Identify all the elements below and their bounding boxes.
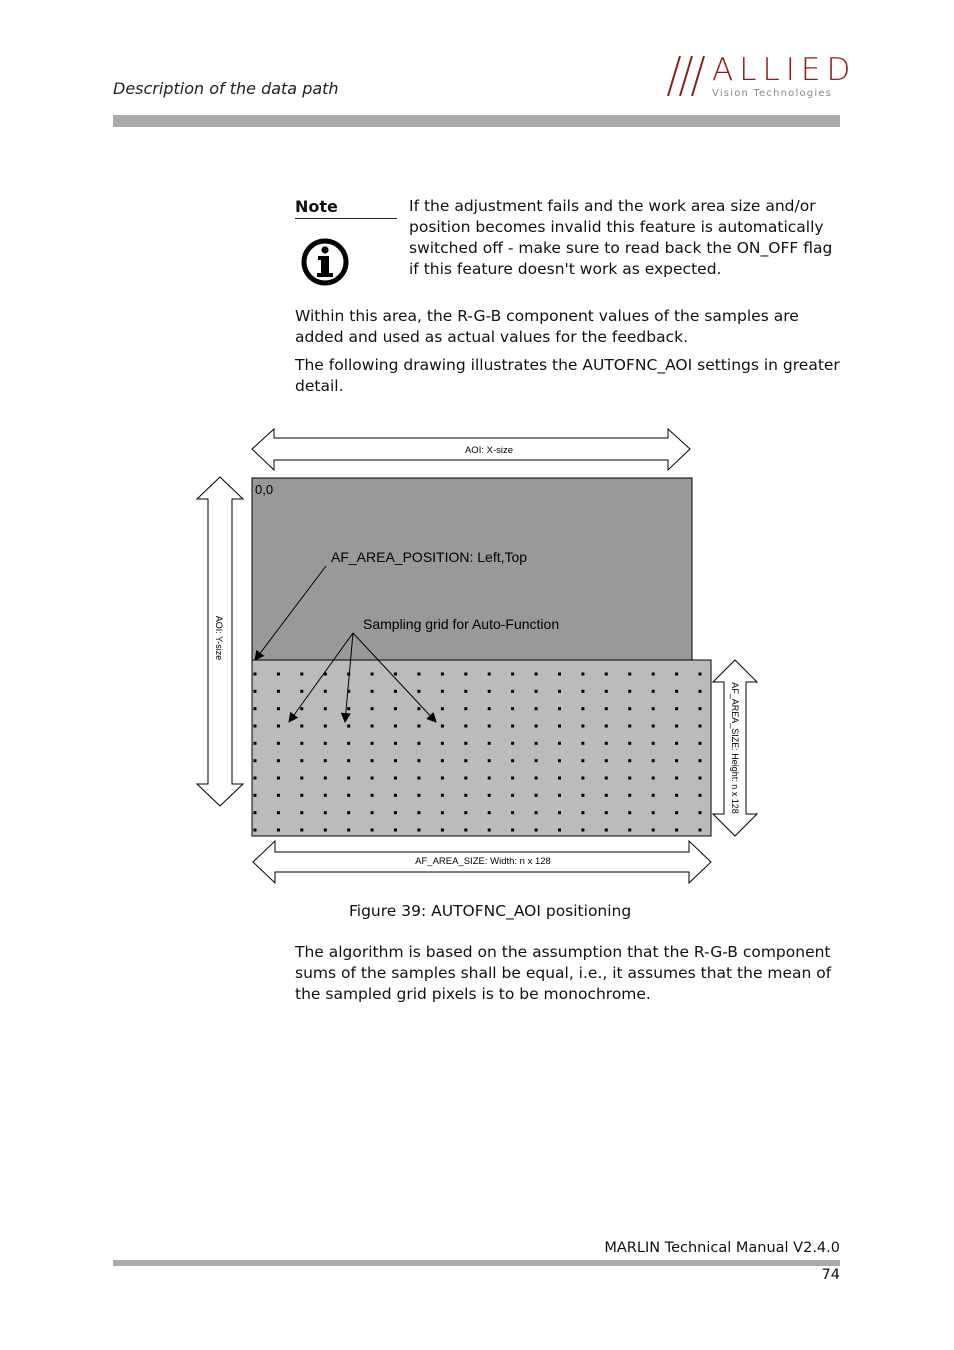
grid-dot bbox=[511, 673, 514, 676]
grid-dot bbox=[441, 829, 444, 832]
grid-dot bbox=[605, 690, 608, 693]
height-label: AF_AREA_SIZE: Height: n x 128 bbox=[730, 682, 740, 814]
grid-dot bbox=[324, 794, 327, 797]
grid-dot bbox=[605, 759, 608, 762]
grid-dot bbox=[558, 707, 561, 710]
grid-dot bbox=[347, 811, 350, 814]
header-divider bbox=[113, 115, 840, 127]
grid-dot bbox=[581, 690, 584, 693]
grid-dot bbox=[488, 794, 491, 797]
grid-dot bbox=[277, 811, 280, 814]
grid-dot bbox=[628, 829, 631, 832]
grid-dot bbox=[652, 777, 655, 780]
grid-dot bbox=[675, 673, 678, 676]
grid-dot bbox=[277, 777, 280, 780]
grid-dot bbox=[535, 794, 538, 797]
grid-dot bbox=[628, 690, 631, 693]
grid-dot bbox=[417, 725, 420, 728]
grid-dot bbox=[535, 690, 538, 693]
grid-dot bbox=[394, 794, 397, 797]
footer-divider bbox=[113, 1260, 840, 1266]
grid-dot bbox=[417, 794, 420, 797]
grid-dot bbox=[277, 742, 280, 745]
grid-dot bbox=[347, 794, 350, 797]
grid-dot bbox=[464, 829, 467, 832]
grid-dot bbox=[394, 707, 397, 710]
grid-dot bbox=[441, 777, 444, 780]
grid-dot bbox=[628, 759, 631, 762]
grid-dot bbox=[371, 777, 374, 780]
grid-dot bbox=[324, 725, 327, 728]
figure-caption: Figure 39: AUTOFNC_AOI positioning bbox=[349, 902, 632, 920]
logo-subtitle: Vision Technologies bbox=[712, 88, 833, 99]
grid-dot bbox=[441, 759, 444, 762]
grid-dot bbox=[605, 829, 608, 832]
grid-dot bbox=[417, 811, 420, 814]
grid-dot bbox=[324, 777, 327, 780]
grid-dot bbox=[511, 742, 514, 745]
grid-dot bbox=[441, 690, 444, 693]
grid-dot bbox=[675, 829, 678, 832]
grid-dot bbox=[371, 725, 374, 728]
grid-dot bbox=[605, 811, 608, 814]
grid-dot bbox=[417, 690, 420, 693]
grid-dot bbox=[347, 829, 350, 832]
grid-dot bbox=[488, 742, 491, 745]
grid-dot bbox=[675, 759, 678, 762]
grid-dot bbox=[535, 673, 538, 676]
grid-dot bbox=[371, 759, 374, 762]
grid-dot bbox=[394, 811, 397, 814]
grid-dot bbox=[347, 742, 350, 745]
grid-dot bbox=[254, 794, 257, 797]
grid-dot bbox=[394, 777, 397, 780]
grid-dot bbox=[628, 794, 631, 797]
footer-manual-title: MARLIN Technical Manual V2.4.0 bbox=[604, 1240, 840, 1256]
grid-dot bbox=[254, 777, 257, 780]
grid-dot bbox=[417, 673, 420, 676]
logo: ALLIED bbox=[712, 52, 857, 88]
paragraph-drawing-intro: The following drawing illustrates the AUTOFNC_AOI settings in greater detail. bbox=[295, 356, 840, 395]
grid-dot bbox=[464, 794, 467, 797]
grid-dot bbox=[254, 742, 257, 745]
grid-dot bbox=[254, 673, 257, 676]
grid-dot bbox=[675, 725, 678, 728]
grid-dot bbox=[558, 777, 561, 780]
grid-dot bbox=[675, 794, 678, 797]
width-label: AF_AREA_SIZE: Width: n x 128 bbox=[415, 856, 551, 867]
grid-dot bbox=[675, 690, 678, 693]
grid-dot bbox=[652, 742, 655, 745]
grid-dot bbox=[558, 829, 561, 832]
grid-dot bbox=[699, 742, 702, 745]
grid-dot bbox=[511, 690, 514, 693]
grid-dot bbox=[535, 777, 538, 780]
grid-dot bbox=[300, 759, 303, 762]
grid-dot bbox=[628, 811, 631, 814]
grid-dot bbox=[300, 673, 303, 676]
grid-dot bbox=[254, 690, 257, 693]
grid-dot bbox=[511, 811, 514, 814]
grid-dot bbox=[464, 742, 467, 745]
grid-dot bbox=[371, 690, 374, 693]
grid-dot bbox=[464, 811, 467, 814]
grid-label: Sampling grid for Auto-Function bbox=[363, 616, 560, 632]
grid-dot bbox=[652, 673, 655, 676]
grid-dot bbox=[394, 725, 397, 728]
grid-dot bbox=[324, 829, 327, 832]
grid-dot bbox=[699, 794, 702, 797]
grid-dot bbox=[581, 707, 584, 710]
grid-dot bbox=[300, 829, 303, 832]
grid-dot bbox=[488, 725, 491, 728]
grid-dot bbox=[652, 707, 655, 710]
grid-dot bbox=[441, 811, 444, 814]
grid-dot bbox=[464, 725, 467, 728]
grid-dot bbox=[277, 829, 280, 832]
grid-dot bbox=[581, 742, 584, 745]
sampling-grid-area bbox=[252, 660, 711, 836]
grid-dot bbox=[488, 829, 491, 832]
grid-dot bbox=[605, 777, 608, 780]
grid-dot bbox=[441, 725, 444, 728]
y-size-label: AOI: Y-size bbox=[214, 615, 224, 661]
grid-dot bbox=[535, 829, 538, 832]
grid-dot bbox=[605, 707, 608, 710]
grid-dot bbox=[300, 725, 303, 728]
grid-dot bbox=[605, 725, 608, 728]
grid-dot bbox=[652, 690, 655, 693]
grid-dot bbox=[324, 690, 327, 693]
section-title: Description of the data path bbox=[113, 79, 339, 98]
grid-dot bbox=[441, 742, 444, 745]
grid-dot bbox=[300, 707, 303, 710]
grid-dot bbox=[417, 777, 420, 780]
grid-dot bbox=[417, 759, 420, 762]
grid-dot bbox=[535, 725, 538, 728]
grid-dot bbox=[347, 777, 350, 780]
grid-dot bbox=[511, 829, 514, 832]
grid-dot bbox=[324, 742, 327, 745]
grid-dot bbox=[324, 811, 327, 814]
grid-dot bbox=[277, 707, 280, 710]
grid-dot bbox=[464, 690, 467, 693]
grid-dot bbox=[488, 707, 491, 710]
grid-dot bbox=[605, 794, 608, 797]
grid-dot bbox=[511, 777, 514, 780]
grid-dot bbox=[347, 707, 350, 710]
grid-dot bbox=[441, 707, 444, 710]
grid-dot bbox=[511, 707, 514, 710]
grid-dot bbox=[558, 725, 561, 728]
grid-dot bbox=[511, 794, 514, 797]
grid-dot bbox=[699, 673, 702, 676]
grid-dot bbox=[277, 673, 280, 676]
logo-slashes-icon bbox=[666, 54, 712, 98]
position-label: AF_AREA_POSITION: Left,Top bbox=[331, 549, 528, 565]
grid-dot bbox=[699, 777, 702, 780]
grid-dot bbox=[652, 811, 655, 814]
grid-dot bbox=[347, 725, 350, 728]
origin-label: 0,0 bbox=[255, 482, 274, 497]
grid-dot bbox=[652, 725, 655, 728]
grid-dot bbox=[464, 759, 467, 762]
grid-dot bbox=[441, 673, 444, 676]
grid-dot bbox=[371, 829, 374, 832]
grid-dot bbox=[371, 742, 374, 745]
grid-dot bbox=[581, 811, 584, 814]
grid-dot bbox=[558, 742, 561, 745]
grid-dot bbox=[628, 707, 631, 710]
page-number: 74 bbox=[821, 1267, 840, 1283]
grid-dot bbox=[699, 829, 702, 832]
grid-dot bbox=[535, 742, 538, 745]
grid-dot bbox=[394, 829, 397, 832]
grid-dot bbox=[535, 811, 538, 814]
grid-dot bbox=[300, 742, 303, 745]
note-text: If the adjustment fails and the work area size and/or position becomes invalid this feature is automatically switched off - make sure to read back the ON_OFF flag if this feature doesn't work as expected. bbox=[409, 197, 833, 278]
grid-dot bbox=[277, 759, 280, 762]
grid-dot bbox=[535, 759, 538, 762]
grid-dot bbox=[652, 759, 655, 762]
grid-dot bbox=[324, 707, 327, 710]
grid-dot bbox=[300, 794, 303, 797]
grid-dot bbox=[488, 759, 491, 762]
info-icon bbox=[299, 236, 351, 288]
grid-dot bbox=[394, 673, 397, 676]
grid-dot bbox=[581, 725, 584, 728]
grid-dot bbox=[535, 707, 538, 710]
grid-dot bbox=[605, 742, 608, 745]
grid-dot bbox=[652, 829, 655, 832]
grid-dot bbox=[558, 673, 561, 676]
grid-dot bbox=[417, 707, 420, 710]
grid-dot bbox=[371, 794, 374, 797]
grid-dot bbox=[300, 690, 303, 693]
grid-dot bbox=[394, 690, 397, 693]
paragraph-feedback: Within this area, the R-G-B component values of the samples are added and used as actual values for the feedback. bbox=[295, 307, 799, 346]
grid-dot bbox=[699, 759, 702, 762]
grid-dot bbox=[254, 811, 257, 814]
grid-dot bbox=[488, 673, 491, 676]
grid-dot bbox=[558, 811, 561, 814]
grid-dot bbox=[581, 777, 584, 780]
grid-dot bbox=[324, 759, 327, 762]
grid-dot bbox=[675, 811, 678, 814]
grid-dot bbox=[699, 690, 702, 693]
grid-dot bbox=[488, 811, 491, 814]
grid-dot bbox=[417, 829, 420, 832]
grid-dot bbox=[628, 673, 631, 676]
grid-dot bbox=[464, 777, 467, 780]
grid-dot bbox=[511, 759, 514, 762]
grid-dot bbox=[675, 742, 678, 745]
grid-dot bbox=[558, 759, 561, 762]
grid-dot bbox=[488, 690, 491, 693]
grid-dot bbox=[371, 707, 374, 710]
grid-dot bbox=[254, 707, 257, 710]
grid-dot bbox=[628, 777, 631, 780]
grid-dot bbox=[558, 794, 561, 797]
grid-dot bbox=[254, 725, 257, 728]
autofnc-aoi-figure bbox=[190, 420, 770, 890]
grid-dot bbox=[675, 777, 678, 780]
grid-dot bbox=[277, 725, 280, 728]
grid-dot bbox=[581, 759, 584, 762]
grid-dot bbox=[699, 725, 702, 728]
grid-dot bbox=[581, 794, 584, 797]
grid-dot bbox=[300, 777, 303, 780]
grid-dot bbox=[511, 725, 514, 728]
grid-dot bbox=[628, 742, 631, 745]
grid-dot bbox=[605, 673, 608, 676]
grid-dot bbox=[464, 673, 467, 676]
grid-dot bbox=[394, 742, 397, 745]
x-size-label: AOI: X-size bbox=[464, 445, 514, 456]
grid-dot bbox=[581, 829, 584, 832]
grid-dot bbox=[628, 725, 631, 728]
grid-dot bbox=[394, 759, 397, 762]
grid-dot bbox=[441, 794, 444, 797]
grid-dot bbox=[558, 690, 561, 693]
paragraph-algorithm: The algorithm is based on the assumption that the R-G-B component sums of the samples shall be equal, i.e., it assumes that the mean of the sampled grid pixels is to be monochrome. bbox=[295, 943, 832, 1003]
grid-dot bbox=[652, 794, 655, 797]
grid-dot bbox=[581, 673, 584, 676]
grid-dot bbox=[488, 777, 491, 780]
grid-dot bbox=[300, 811, 303, 814]
grid-dot bbox=[277, 690, 280, 693]
grid-dot bbox=[417, 742, 420, 745]
grid-dot bbox=[699, 811, 702, 814]
note-label: Note bbox=[295, 197, 397, 219]
grid-dot bbox=[371, 673, 374, 676]
grid-dot bbox=[675, 707, 678, 710]
grid-dot bbox=[254, 759, 257, 762]
grid-dot bbox=[464, 707, 467, 710]
grid-dot bbox=[277, 794, 280, 797]
grid-dot bbox=[699, 707, 702, 710]
grid-dot bbox=[254, 829, 257, 832]
grid-dot bbox=[347, 759, 350, 762]
grid-dot bbox=[371, 811, 374, 814]
